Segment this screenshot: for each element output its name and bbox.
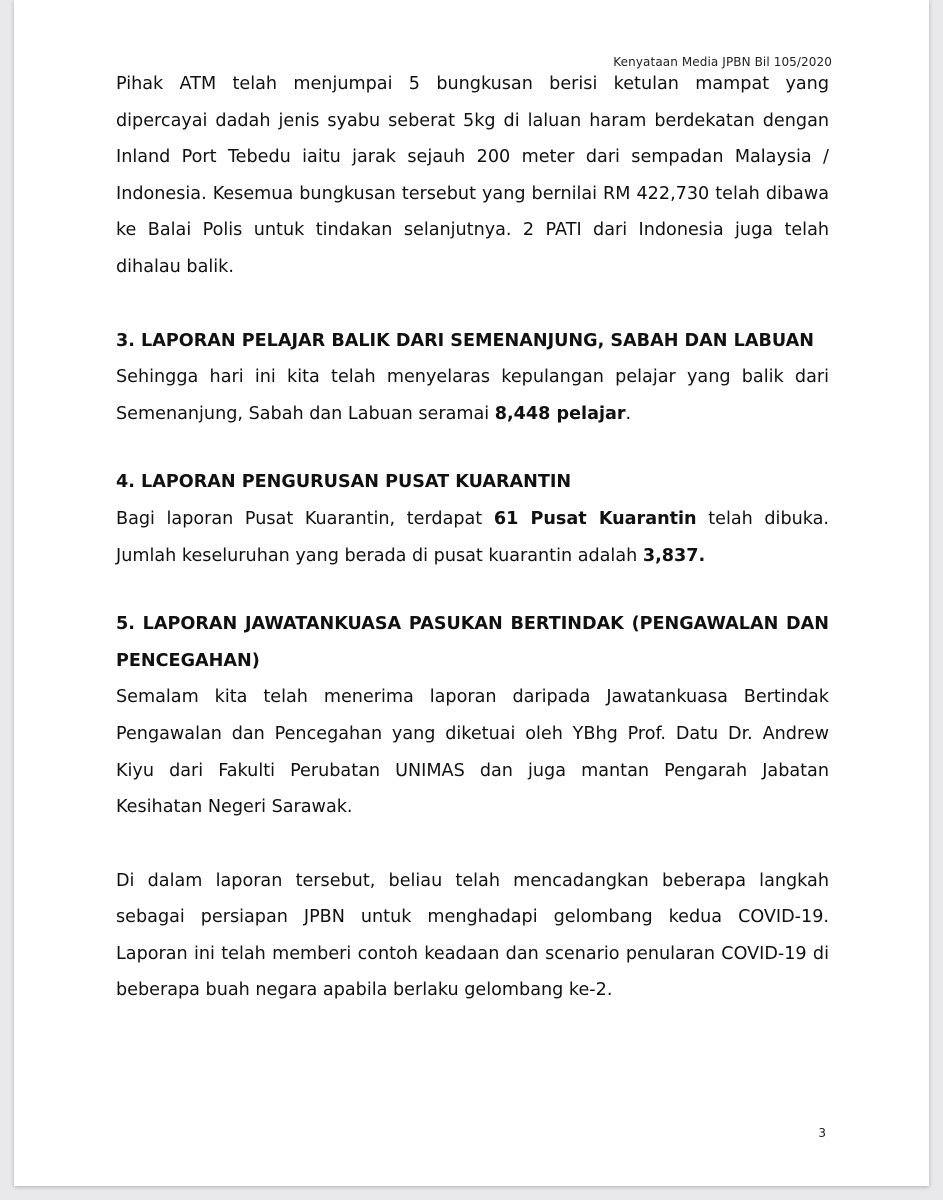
section-5-paragraph-1: Semalam kita telah menerima laporan daripada Jawatankuasa Bertindak Pengawalan dan Pencegahan yang diketuai oleh YBhg Prof. Datu Dr. Andrew Kiyu dari Fakulti Perubatan UNIMAS dan juga mantan Pengarah Jabatan Kesihatan Negeri Sarawak. (116, 687, 829, 818)
section-quarantine-center-report (116, 464, 829, 574)
document-body (116, 66, 829, 1009)
section-spacer (116, 432, 829, 464)
quarantine-center-count: 61 Pusat Kuarantin (493, 508, 697, 529)
section-3-text: Sehingga hari ini kita telah menyelaras kepulangan pelajar yang balik dari Semenanjung, Sabah dan Labuan seramai (116, 367, 829, 424)
section-student-return-report (116, 323, 829, 433)
section-task-force-report (116, 606, 829, 1009)
section-4-text-start: Bagi laporan Pusat Kuarantin, terdapat (116, 508, 494, 529)
section-5-paragraph-2: Di dalam laporan tersebut, beliau telah mencadangkan beberapa langkah sebagai persiapan JPBN untuk menghadapi gelombang kedua COVID-19. Laporan ini telah memberi contoh keadaan dan scenario penularan COVID-19 di beberapa buah negara apabila berlaku gelombang ke-2. (116, 870, 829, 1001)
section-4-heading: 4. LAPORAN PENGURUSAN PUSAT KUARANTIN (116, 472, 572, 493)
document-page (14, 0, 929, 1186)
intro-paragraph: Pihak ATM telah menjumpai 5 bungkusan berisi ketulan mampat yang dipercayai dadah jenis syabu seberat 5kg di laluan haram berdekatan dengan Inland Port Tebedu iaitu jarak sejauh 200 meter dari sempadan Malaysia / Indonesia. Kesemua bungkusan tersebut yang bernilai RM 422,730 telah dibawa ke Balai Polis untuk tindakan selanjutnya. 2 PATI dari Indonesia juga telah dihalau balik. (116, 74, 829, 277)
section-4-text-middle: telah dibuka. Jumlah keseluruhan yang berada di pusat kuarantin adalah (116, 508, 830, 566)
page-number: 3 (818, 1126, 826, 1140)
student-count: 8,448 pelajar (494, 403, 626, 424)
section-3-period: . (625, 403, 632, 424)
section-3-heading: 3. LAPORAN PELAJAR BALIK DARI SEMENANJUNG, SABAH DAN LABUAN (116, 330, 814, 351)
section-5-heading: 5. LAPORAN JAWATANKUASA PASUKAN BERTINDAK (PENGAWALAN DAN PENCEGAHAN) (116, 614, 829, 671)
section-3-paragraph (116, 359, 829, 432)
paragraph-spacer (116, 826, 829, 863)
section-4-paragraph (116, 501, 829, 574)
quarantine-total: 3,837. (642, 545, 706, 566)
section-spacer (116, 574, 829, 606)
section-spacer (116, 286, 829, 323)
media-statement-reference: Kenyataan Media JPBN Bil 105/2020 (613, 55, 832, 69)
